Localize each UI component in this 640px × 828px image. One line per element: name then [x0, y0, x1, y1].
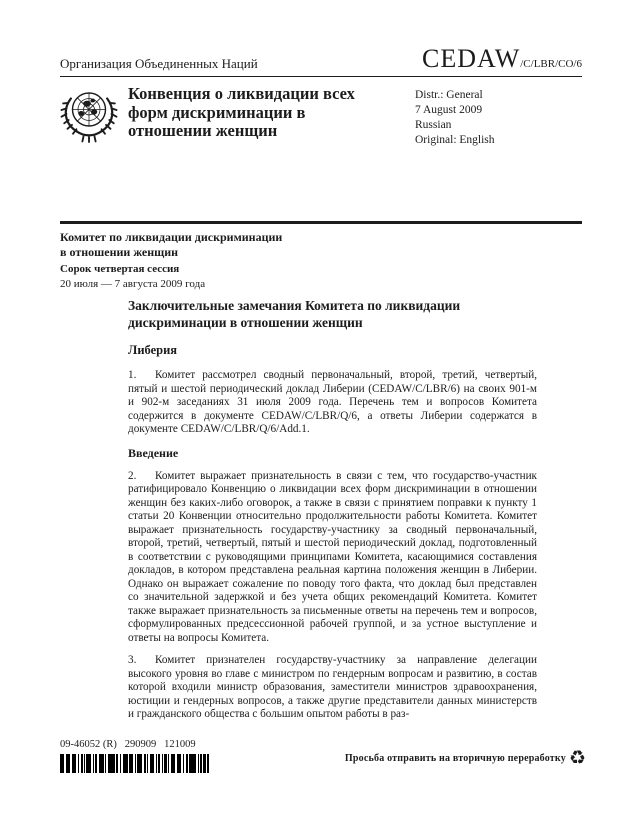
- section-divider-rule: [60, 221, 582, 224]
- session-dates: 20 июля — 7 августа 2009 года: [60, 278, 206, 290]
- paragraph-2: [128, 470, 537, 646]
- doc-symbol-suffix: /C/LBR/CO/6: [520, 58, 582, 70]
- distr-block: [415, 88, 495, 148]
- distr-line: Distr.: General: [415, 89, 483, 101]
- org-name: Организация Объединенных Наций: [60, 56, 258, 71]
- distr-date: 7 August 2009: [415, 104, 483, 116]
- committee-name-line2: в отношении женщин: [60, 245, 179, 259]
- introduction-heading: Введение: [128, 445, 179, 460]
- distr-language: Russian: [415, 119, 452, 131]
- barcode: [60, 754, 210, 773]
- paragraph-1: [128, 369, 537, 437]
- job-number: 09-46052 (R) 290909 121009: [60, 739, 196, 750]
- doc-symbol: [422, 44, 582, 74]
- paragraph-1-text: Комитет рассмотрел сводный первоначальный, второй, третий, четвертый, пятый и шестой периодический доклад Либерии (CEDAW/C/LBR/6) на своих 901-м и 902-м заседаниях 31 июля 2009 года. Перечень тем и вопросов Комитета содержится в документе CEDAW/C/LBR/Q/6, а ответы Либерии содержатся в документе CEDAW/C/LBR/Q/6/Add.1.: [128, 369, 537, 435]
- paragraph-3-text: Комитет признателен государству-участнику за направление делегации высокого уровня во главе с министром по гендерным вопросам и развитию, в состав которой входили министр образования, заместители министров здравоохранения, юстиции и гендерных вопросов, а также другие представители данных министерств и гражданского общества с большим опытом работы в раз-: [128, 654, 537, 720]
- committee-block: [60, 230, 282, 292]
- country-heading: Либерия: [128, 343, 178, 357]
- header-rule: [60, 76, 582, 77]
- paragraph-2-number: 2.: [128, 469, 137, 482]
- paragraph-2-text: Комитет выражает признательность в связи с тем, что государство-участник ратифицировало Конвенцию о ликвидации всех форм дискриминации в отношении женщин без каких-либо оговорок, а также в связи с принятием поправки к пункту 1 статьи 20 Конвенции относительно продолжительности работы Комитета. Комитет выражает признательность государству-участнику за сводный первоначальный, второй, третий, четвертый, пятый и шестой периодический доклад, подготовленный в соответствии с руководящими принципами Комитета, касающимися составления докладов, в котором представлена реальная картина положения женщин в Либерии. Однако он выражает сожаление по поводу того факта, что доклад был представлен со значительной задержкой и без учета общих рекомендаций Комитета. Комитет также выражает признательность за письменные ответы на перечень тем и вопросов, сформулированных предсессионной рабочей группой, и за устное выступление и ответы на вопросы Комитета.: [128, 469, 537, 644]
- session-title: Сорок четвертая сессия: [60, 263, 180, 275]
- document-title: Заключительные замечания Комитета по ликвидации дискриминации в отношении женщин: [128, 298, 461, 330]
- paragraph-3-number: 3.: [128, 654, 137, 666]
- recycle-icon: ♻: [568, 747, 586, 769]
- distr-original: Original: English: [415, 134, 495, 146]
- committee-name-line1: Комитет по ликвидации дискриминации: [60, 230, 283, 244]
- convention-title: Конвенция о ликвидации всех форм дискриминации в отношении женщин: [128, 84, 355, 140]
- paragraph-3: [128, 654, 537, 722]
- paragraph-1-number: 1.: [128, 369, 137, 381]
- document-body: [128, 298, 537, 731]
- recycle-notice: [345, 749, 586, 768]
- doc-symbol-main: CEDAW: [422, 44, 521, 73]
- recycle-notice-text: Просьба отправить на вторичную переработку: [344, 753, 566, 764]
- un-emblem-icon: [56, 82, 122, 148]
